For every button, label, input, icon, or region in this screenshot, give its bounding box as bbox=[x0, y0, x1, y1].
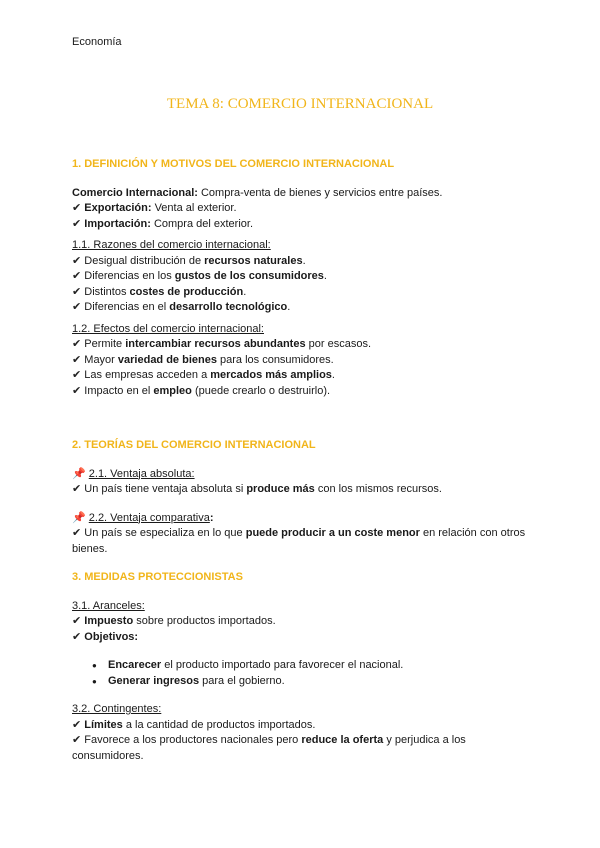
import-label: Importación: bbox=[84, 217, 151, 230]
check-icon: ✔ bbox=[72, 615, 82, 627]
list-item: ✔ Las empresas acceden a mercados más amplios. bbox=[72, 369, 335, 381]
check-icon: ✔ bbox=[72, 217, 82, 230]
list-item: ● Encarecer el producto importado para favorecer el nacional. bbox=[92, 658, 532, 674]
check-icon: ✔ bbox=[72, 202, 82, 214]
list-item: ✔ Diferencias en el desarrollo tecnológico. bbox=[72, 301, 291, 313]
check-icon: ✔ bbox=[72, 285, 82, 298]
check-icon: ✔ bbox=[72, 270, 82, 282]
definition-text: Compra-venta de bienes y servicios entre países. bbox=[197, 186, 443, 199]
page-title: TEMA 8: COMERCIO INTERNACIONAL bbox=[166, 96, 434, 112]
objectives-list bbox=[72, 658, 532, 689]
section-1-heading: 1. DEFINICIÓN Y MOTIVOS DEL COMERCIO INTERNACIONAL bbox=[72, 158, 395, 170]
check-icon: ✔ bbox=[72, 384, 82, 397]
check-icon: ✔ bbox=[72, 630, 82, 643]
list-item: ✔ Un país se especializa en lo que puede producir a un coste menor en relación con otros bienes. bbox=[72, 527, 526, 555]
document-header: Economía bbox=[72, 36, 122, 48]
document-body bbox=[72, 157, 532, 764]
list-item: ✔ Distintos costes de producción. bbox=[72, 285, 247, 298]
check-icon: ✔ bbox=[72, 483, 82, 495]
check-icon: ✔ bbox=[72, 369, 82, 381]
section-2-heading: 2. TEORÍAS DEL COMERCIO INTERNACIONAL bbox=[72, 439, 316, 451]
subsection-1-2-title: 1.2. Efectos del comercio internacional: bbox=[72, 322, 264, 335]
pushpin-icon: 📌 bbox=[72, 511, 86, 524]
list-item: ✔ Diferencias en los gustos de los consumidores. bbox=[72, 270, 327, 282]
subsection-2-2-title: 2.2. Ventaja comparativa bbox=[88, 511, 210, 524]
check-icon: ✔ bbox=[72, 254, 82, 267]
export-line bbox=[72, 201, 532, 217]
section-3-heading: 3. MEDIDAS PROTECCIONISTAS bbox=[72, 571, 243, 583]
check-icon: ✔ bbox=[72, 338, 82, 350]
subsection-2-1-title: 2.1. Ventaja absoluta: bbox=[88, 467, 195, 480]
list-item: ✔ Objetivos: bbox=[72, 630, 139, 643]
check-icon: ✔ bbox=[72, 718, 82, 731]
pushpin-icon: 📌 bbox=[72, 467, 86, 480]
list-item: ✔ Desigual distribución de recursos naturales. bbox=[72, 254, 306, 267]
list-item: ✔ Impuesto sobre productos importados. bbox=[72, 615, 276, 627]
definition-line bbox=[72, 186, 532, 202]
check-icon: ✔ bbox=[72, 301, 82, 313]
list-item: ✔ Límites a la cantidad de productos importados. bbox=[72, 718, 316, 731]
list-item: ✔ Mayor variedad de bienes para los consumidores. bbox=[72, 353, 334, 366]
subsection-2-1-title-line bbox=[72, 467, 532, 483]
list-item: ✔ Favorece a los productores nacionales pero reduce la oferta y perjudica a los consumidores. bbox=[72, 734, 466, 762]
import-text: Compra del exterior. bbox=[150, 217, 254, 230]
list-item: ● Generar ingresos para el gobierno. bbox=[92, 674, 532, 690]
check-icon: ✔ bbox=[72, 353, 82, 366]
list-item: ✔ Impacto en el empleo (puede crearlo o destruirlo). bbox=[72, 384, 331, 397]
export-label: Exportación: bbox=[84, 202, 152, 214]
check-icon: ✔ bbox=[72, 734, 82, 746]
list-item: ✔ Permite intercambiar recursos abundantes por escasos. bbox=[72, 338, 371, 350]
subsection-3-1-title: 3.1. Aranceles: bbox=[72, 599, 145, 612]
import-line bbox=[72, 217, 532, 233]
subsection-1-1-title: 1.1. Razones del comercio internacional: bbox=[72, 239, 271, 251]
list-item: ✔ Un país tiene ventaja absoluta si produce más con los mismos recursos. bbox=[72, 483, 442, 495]
export-text: Venta al exterior. bbox=[151, 202, 237, 214]
check-icon: ✔ bbox=[72, 527, 82, 539]
definition-label: Comercio Internacional: bbox=[72, 186, 198, 199]
subsection-2-2-title-line: 📌 2.2. Ventaja comparativa: bbox=[72, 511, 214, 524]
subsection-3-2-title: 3.2. Contingentes: bbox=[72, 703, 162, 715]
